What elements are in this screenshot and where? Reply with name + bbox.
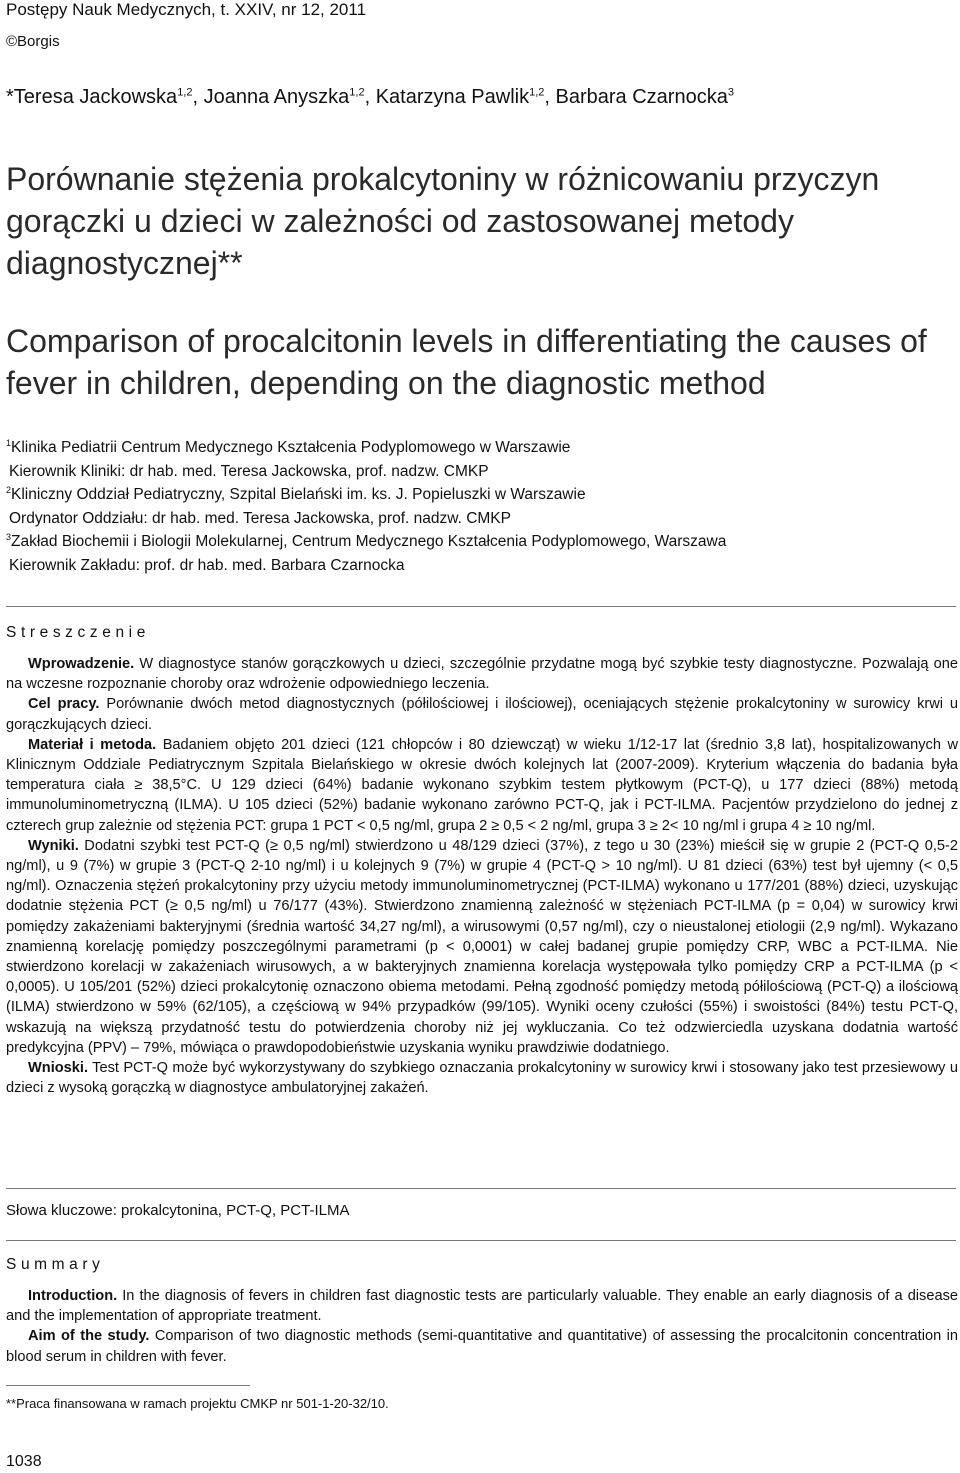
journal-header: Postępy Nauk Medycznych, t. XXIV, nr 12, 2011 (6, 0, 367, 19)
affiliation-line (6, 554, 951, 578)
affiliation-text: Zakład Biochemii i Biologii Molekularnej, Centrum Medycznego Kształcenia Podyplomowego, Warszawa (11, 533, 727, 551)
affiliation-line (6, 483, 951, 507)
author-separator: , (192, 86, 204, 108)
affiliation-line (6, 436, 951, 460)
paragraph-text: Dodatni szybki test PCT-Q (≥ 0,5 ng/ml) stwierdzono u 48/129 dzieci (37%), z tego u 30 (23%) mieścił się w grupie 2 (PCT-Q 0,5-2 ng/ml), u 9 (7%) w grupie 3 (PCT-Q 2-10 ng/ml) i u kolejnych 9 (7%) w grupie 4 (PCT-Q > 10 ng/ml). U 81 dzieci (63%) test był ujemny (< 0,5 ng/ml). Oznaczenia stężeń prokalcytoniny przy użyciu metody immunoluminometrycznej (PCT-ILMA) wykonano u 177/201 (88%) dzieci, uzyskując dodatnie stężenia PCT (≥ 0,5 ng/ml) u 76/177 (43%). Stwierdzono znamienną zależność w stężeniach PCT-ILMA (p = 0,04) w surowicy krwi pomiędzy zakażeniami bakteryjnymi (średnia wartość 34,27 ng/ml), a wirusowymi (0,57 ng/ml), czy o nieustalonej etiologii (2,9 ng/ml). Wykazano znamienną korelację pomiędzy poszczególnymi parametrami (p < 0,0001) w całej badanej grupie pomiędzy CRP, WBC a PCT-ILMA. Nie stwierdzono korelacji w zakażeniach wirusowych, a w bakteryjnych znamienna korelacja występowała tylko pomiędzy CRP a PCT-ILMA (p < 0,0005). U 105/201 (52%) dzieci prokalcytonię oznaczono obiema metodami. Pełną zgodność pomiędzy metodą półilościową (PCT-Q) a ilościową (ILMA) stwierdzono w 59% (62/105), a częściową w 94% przypadków (99/105). Wyniki oceny czułości (55%) i swoistości (84%) testu PCT-Q, wskazują na większą przydatność testu do potwierdzenia choroby niż jej wykluczania. Co też odzwierciedla uzyskana dodatnia wartość predykcyjna (PPV) – 79%, mówiąca o prawdopodobieństwie uzyskania wyniku prawdziwie dodatniego. (6, 837, 958, 1056)
author-affiliation-marker: 1,2 (349, 86, 365, 99)
paragraph-label: Wnioski. (28, 1060, 88, 1077)
paragraph-label: Wyniki. (28, 837, 79, 854)
abstract-paragraph (6, 836, 958, 1058)
paragraph-label: Aim of the study. (28, 1328, 150, 1345)
summary-heading: Summary (6, 1256, 105, 1273)
abstract-paragraph (6, 694, 958, 734)
section-divider (6, 606, 956, 607)
author-list (6, 84, 734, 110)
page-number: 1038 (6, 1453, 42, 1470)
paragraph-text: Test PCT-Q może być wykorzystywany do szybkiego oznaczania prokalcytoniny w surowicy krwi i stosowany jako test przesiewowy u dzieci z wysoką gorączką w diagnostyce ambulatoryjnej zakażeń. (6, 1060, 958, 1097)
section-divider (6, 1188, 956, 1189)
affiliation-line (6, 507, 951, 531)
abstract-paragraph (6, 735, 958, 836)
affiliation-number: 1 (6, 437, 12, 448)
author-affiliation-marker: 3 (727, 86, 734, 99)
title-english: Comparison of procalcitonin levels in differentiating the causes of fever in children, depending on the diagnostic method (6, 323, 927, 401)
abstract-paragraph (6, 1058, 958, 1098)
copyright-notice: ©Borgis (6, 33, 60, 50)
paragraph-text: In the diagnosis of fevers in children fast diagnostic tests are particularly valuable. They enable an early diagnosis of a disease and the implementation of appropriate treatment. (6, 1288, 958, 1325)
abstract-paragraph (6, 1286, 958, 1326)
keywords: Słowa kluczowe: prokalcytonina, PCT-Q, PCT-ILMA (6, 1202, 350, 1219)
author-name: Katarzyna Pawlik (375, 86, 530, 108)
streszczenie-heading: Streszczenie (6, 624, 150, 641)
author-affiliation-marker: 1,2 (177, 86, 193, 99)
paragraph-text: W diagnostyce stanów gorączkowych u dzieci, szczególnie przydatne mogą być szybkie testy diagnostyczne. Pozwalają one na wczesne rozpoznanie choroby oraz wdrożenie odpowiedniego leczenia. (6, 656, 958, 693)
affiliation-text: Kierownik Kliniki: dr hab. med. Teresa Jackowska, prof. nadzw. CMKP (9, 462, 489, 480)
affiliation-text: Kierownik Zakładu: prof. dr hab. med. Barbara Czarnocka (9, 556, 405, 574)
summary-body (6, 1286, 958, 1367)
author-separator: , (364, 86, 376, 108)
paragraph-text: Badaniem objęto 201 dzieci (121 chłopców i 80 dziewcząt) w wieku 1/12-17 lat (średnio 3,8 lat), hospitalizowanych w Klinicznym Oddziale Pediatrycznym Szpitala Bielańskiego w okresie dwóch kolejnych lat (2007-2009). Kryterium włączenia do badania była temperatura ciała ≥ 38,5°C. U 129 dzieci (64%) badanie wykonano szybkim testem płytkowym (PCT-Q), u 177 dzieci (88%) metodą immunoluminometryczną (ILMA). U 105 dzieci (52%) badanie wykonano zarówno PCT-Q, jak i PCT-ILMA. Pacjentów przydzielono do jednej z czterech grup zależnie od stężenia PCT: grupa 1 PCT < 0,5 ng/ml, grupa 2 ≥ 0,5 < 2 ng/ml, grupa 3 ≥ 2< 10 ng/ml i grupa 4 ≥ 10 ng/ml. (6, 736, 958, 834)
affiliation-line (6, 460, 951, 484)
author-name: *Teresa Jackowska (6, 86, 178, 108)
author-name: Joanna Anyszka (203, 86, 350, 108)
paragraph-label: Materiał i metoda. (28, 736, 157, 753)
title-polish: Porównanie stężenia prokalcytoniny w różnicowaniu przyczyn gorączki u dzieci w zależności od zastosowanej metody diagnostycznej** (6, 161, 880, 281)
funding-footnote: **Praca finansowana w ramach projektu CMKP nr 501-1-20-32/10. (6, 1396, 389, 1411)
abstract-paragraph (6, 654, 958, 694)
paragraph-label: Introduction. (28, 1288, 118, 1304)
affiliation-text: Klinika Pediatrii Centrum Medycznego Kształcenia Podyplomowego w Warszawie (11, 439, 571, 456)
author-name: Barbara Czarnocka (555, 86, 728, 108)
paragraph-text: Porównanie dwóch metod diagnostycznych (półilościowej i ilościowej), oceniających stężenie prokalcytoniny w surowicy krwi u gorączkujących dzieci. (6, 696, 958, 733)
affiliations (6, 436, 951, 578)
paragraph-label: Wprowadzenie. (28, 656, 135, 672)
paragraph-label: Cel pracy. (28, 696, 100, 713)
affiliation-text: Ordynator Oddziału: dr hab. med. Teresa Jackowska, prof. nadzw. CMKP (9, 509, 511, 527)
paragraph-text: Comparison of two diagnostic methods (semi-quantitative and quantitative) of assessing the procalcitonin concentration in blood serum in children with fever. (6, 1328, 958, 1365)
affiliation-number: 2 (6, 485, 12, 496)
affiliation-number: 3 (6, 532, 12, 543)
abstract-paragraph (6, 1326, 958, 1366)
author-separator: , (544, 86, 556, 108)
affiliation-text: Kliniczny Oddział Pediatryczny, Szpital Bielański im. ks. J. Popieluszki w Warszawie (11, 486, 586, 504)
affiliation-line (6, 530, 951, 554)
streszczenie-body (6, 654, 958, 1098)
author-affiliation-marker: 1,2 (529, 86, 545, 99)
footnote-divider (6, 1385, 250, 1386)
section-divider (6, 1240, 956, 1241)
